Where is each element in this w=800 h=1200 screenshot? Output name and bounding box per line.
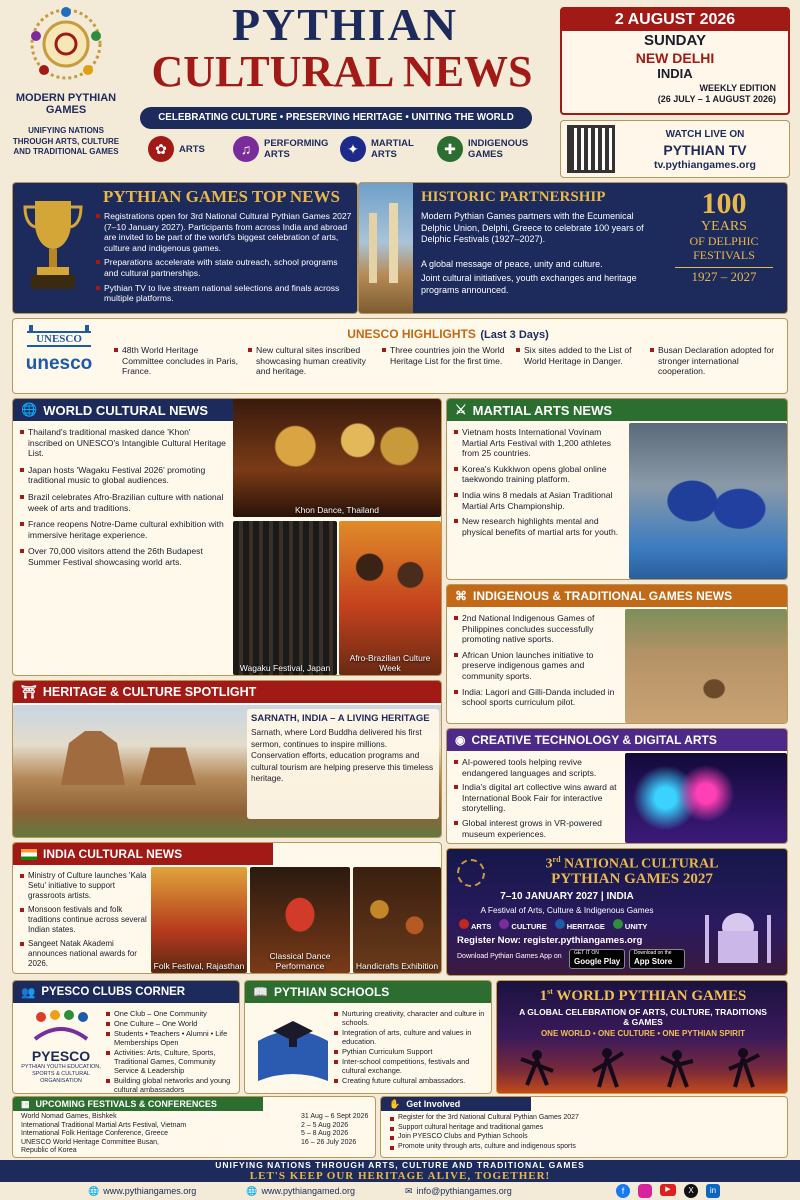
national-dates: 7–10 JANUARY 2027 | INDIA xyxy=(500,891,634,902)
chip xyxy=(555,919,605,931)
classical-dance-photo xyxy=(250,867,350,973)
wagaku-photo xyxy=(233,521,337,675)
tech-panel xyxy=(446,728,788,844)
register-link[interactable]: Register Now: register.pythiangames.org xyxy=(457,935,643,946)
trophy-icon xyxy=(23,193,83,303)
section-title: PYTHIAN SCHOOLS xyxy=(273,985,390,999)
photo-caption: Classical Dance Performance xyxy=(269,951,331,971)
category-label: MARTIAL ARTS xyxy=(371,138,414,160)
list-item: AI-powered tools helping revive endangered languages and scripts. xyxy=(453,757,623,778)
edition-box xyxy=(560,7,790,115)
section-title: Get Involved xyxy=(406,1099,461,1109)
digital-art-photo xyxy=(625,753,787,843)
chip-label: UNITY xyxy=(624,922,648,931)
event-date: 31 Aug – 6 Sept 2026 xyxy=(301,1113,369,1120)
taj-mahal-illustration xyxy=(691,897,785,973)
footer-line2: LET'S KEEP OUR HERITAGE ALIVE, TOGETHER! xyxy=(249,1170,551,1182)
people-icon: 👥 xyxy=(21,987,36,999)
schools-list xyxy=(333,1009,489,1086)
edition-date: 2 AUGUST 2026 xyxy=(562,9,788,31)
list-item: Inter-school competitions, festivals and cultural exchange. xyxy=(333,1057,489,1075)
heritage-subtitle: SARNATH, INDIA – A LIVING HERITAGE xyxy=(251,713,430,724)
lagori-photo xyxy=(625,609,787,723)
partnership-panel xyxy=(358,182,788,314)
get-involved-header xyxy=(381,1097,531,1111)
section-title: PYESCO CLUBS CORNER xyxy=(41,986,186,998)
category-arts[interactable] xyxy=(148,136,219,162)
qr-code[interactable] xyxy=(567,125,615,173)
pyesco-header xyxy=(13,981,239,1003)
delphi-temple-image xyxy=(359,183,413,314)
list-item: Pythian Curriculum Support xyxy=(333,1047,489,1056)
list-item: 2nd National Indigenous Games of Philippines concludes successfully promoting native sports. xyxy=(453,613,623,645)
website-link[interactable]: www.pythiangames.org xyxy=(103,1186,197,1196)
org-tagline: UNIFYING NATIONS THROUGH ARTS, CULTURE AND TRADITIONAL GAMES xyxy=(12,126,120,156)
list-item: Building global networks and young cultural ambassadors xyxy=(105,1076,237,1094)
list-item: Over 70,000 visitors attend the 26th Budapest Summer Festival showcasing world arts. xyxy=(19,546,227,567)
khon-dance-photo xyxy=(233,399,441,517)
ordinal: 1 xyxy=(539,988,548,1004)
heritage-panel xyxy=(12,680,442,838)
section-title: UPCOMING FESTIVALS & CONFERENCES xyxy=(35,1099,217,1109)
section-title: WORLD CULTURAL NEWS xyxy=(43,402,209,418)
badge-line: FESTIVALS xyxy=(693,248,755,262)
list-item: Korea's Kukkiwon opens global online taekwondo training platform. xyxy=(453,464,625,485)
handicrafts-photo xyxy=(353,867,441,973)
list-item: Busan Declaration adopted for stronger international cooperation. xyxy=(649,345,775,377)
category-martial-arts[interactable] xyxy=(340,136,423,162)
list-item: Students • Teachers • Alumni • Life Memberships Open xyxy=(105,1029,237,1047)
google-play-button[interactable] xyxy=(569,949,625,969)
photo-caption: Wagaku Festival, Japan xyxy=(239,663,331,673)
footer-line1: UNIFYING NATIONS THROUGH ARTS, CULTURE AND TRADITIONAL GAMES xyxy=(215,1160,585,1170)
email-link[interactable]: info@pythiangames.org xyxy=(416,1186,512,1196)
dancer-icon: ♫ xyxy=(233,136,259,162)
unesco-logo xyxy=(21,325,97,389)
youtube-icon[interactable]: ▶ xyxy=(660,1184,676,1196)
category-label: ARTS xyxy=(179,143,205,155)
sarnath-text-box xyxy=(247,709,439,819)
list-item: Nurturing creativity, character and culture in schools. xyxy=(333,1009,489,1027)
heritage-text: Sarnath, where Lord Buddha delivered his first sermon, continues to inspire millions. Conservation efforts, education programs and cultural tourism are helping preserve this timeless heritage. xyxy=(251,727,434,783)
edition-city: NEW DELHI xyxy=(635,50,715,66)
table-row xyxy=(21,1130,371,1139)
watch-channel: PYTHIAN TV xyxy=(663,142,747,158)
list-item: Registrations open for 3rd National Cultural Pythian Games 2027 (7–10 January 2027). Participants from across India and abroad are invited to be part of the world's biggest celebration of arts, culture and indigenous games. xyxy=(95,211,353,253)
chip xyxy=(499,919,546,931)
list-item: Japan hosts 'Wagaku Festival 2026' promoting traditional music to global audiences. xyxy=(19,465,227,486)
vr-icon: ◉ xyxy=(455,733,466,747)
world-games-motto: ONE WORLD • ONE CULTURE • ONE PYTHIAN SPIRIT xyxy=(540,1029,746,1038)
world-games-ad xyxy=(496,980,788,1094)
chip-row xyxy=(459,919,647,931)
partnership-p3: Joint cultural initiatives, youth exchanges and heritage programs announced. xyxy=(421,273,637,295)
india-header xyxy=(13,843,273,865)
table-row xyxy=(21,1139,371,1156)
watch-label: WATCH LIVE ON xyxy=(665,129,745,140)
list-item: New research highlights mental and physical benefits of martial arts for youth. xyxy=(453,516,625,537)
india-flag-icon xyxy=(21,849,37,860)
list-item: Ministry of Culture launches 'Kala Setu' initiative to support grassroots artists. xyxy=(19,871,149,901)
list-item: Promote unity through arts, culture and indigenous sports xyxy=(389,1143,783,1152)
national-logo xyxy=(457,859,485,887)
schools-header xyxy=(245,981,491,1003)
list-item: France reopens Notre-Dame cultural exhibition with immersive heritage experience. xyxy=(19,519,227,540)
badge-line: YEARS xyxy=(701,219,747,234)
edition-day: SUNDAY xyxy=(644,32,706,49)
globe-icon: 🌐 xyxy=(21,402,38,417)
national-tagline: A Festival of Arts, Culture & Indigenous Games xyxy=(480,905,654,915)
indigenous-list xyxy=(453,613,623,713)
section-title: CREATIVE TECHNOLOGY & DIGITAL ARTS xyxy=(471,733,717,747)
footer-contacts xyxy=(0,1182,800,1200)
section-title: INDIA CULTURAL NEWS xyxy=(43,847,183,861)
ordinal-suffix: st xyxy=(547,987,553,996)
afro-brazilian-photo xyxy=(339,521,441,675)
badge-number: 100 xyxy=(701,187,747,220)
india-panel xyxy=(12,842,442,974)
top-news-list xyxy=(95,211,353,308)
title-line2: CULTURAL NEWS xyxy=(151,47,533,96)
list-item: Preparations accelerate with state outreach, school programs and cultural partnerships. xyxy=(95,257,353,278)
list-item: Integration of arts, culture and values in education. xyxy=(333,1028,489,1046)
get-involved-list xyxy=(389,1114,783,1152)
list-item: Sangeet Natak Akademi announces national awards for 2026. xyxy=(19,939,149,969)
list-item: African Union launches initiative to preserve indigenous games and community sports. xyxy=(453,650,623,682)
photo-caption: Afro-Brazilian Culture Week xyxy=(349,653,431,673)
list-item: One Culture – One World xyxy=(105,1019,237,1028)
chip-label: HERITAGE xyxy=(566,922,605,931)
photo-caption: Handicrafts Exhibition xyxy=(355,961,439,971)
centenary-badge xyxy=(665,189,783,309)
upcoming-header xyxy=(13,1097,263,1111)
martial-arts-header xyxy=(447,399,787,421)
world-news-list xyxy=(19,427,227,574)
national-title: NATIONAL CULTURAL xyxy=(564,856,719,872)
footer-banner xyxy=(0,1160,800,1182)
badge-line: OF DELPHIC xyxy=(689,234,759,248)
store-big: Google Play xyxy=(574,957,621,966)
heritage-header xyxy=(13,681,441,703)
partnership-title: HISTORIC PARTNERSHIP xyxy=(421,189,606,205)
unesco-subtitle: (Last 3 Days) xyxy=(480,329,549,341)
schools-panel xyxy=(244,980,492,1094)
national-title-b: PYTHIAN GAMES 2027 xyxy=(551,871,713,887)
list-item: Activities: Arts, Culture, Sports, Traditional Games, Community Service & Leadership xyxy=(105,1048,237,1075)
vovinam-photo xyxy=(629,423,787,579)
photo-caption: Khon Dance, Thailand xyxy=(295,505,379,515)
stones-icon: ⌘ xyxy=(455,589,467,603)
linkedin-icon[interactable]: in xyxy=(706,1184,720,1198)
get-involved-panel xyxy=(380,1096,788,1158)
list-item: Register for the 3rd National Cultural Pythian Games 2027 xyxy=(389,1114,783,1123)
org-name: MODERN PYTHIAN GAMES xyxy=(15,92,117,116)
unesco-title-row xyxy=(113,325,783,343)
unesco-logo-top: UNESCO xyxy=(27,331,91,347)
national-games-ad xyxy=(446,848,788,976)
world-games-sub: A GLOBAL CELEBRATION OF ARTS, CULTURE, TRADITIONS & GAMES xyxy=(519,1007,767,1027)
download-label: Download Pythian Games App on xyxy=(457,953,562,960)
globe-icon: 🌐 xyxy=(88,1185,100,1196)
ordinal: 3 xyxy=(545,856,553,872)
indigenous-panel xyxy=(446,584,788,724)
list-item: Thailand's traditional masked dance 'Khon' inscribed on UNESCO's Intangible Cultural Heritage List. xyxy=(19,427,227,459)
instagram-icon[interactable] xyxy=(638,1184,652,1198)
unesco-logo-bottom: unesco xyxy=(25,353,93,374)
list-item: India: Lagori and Gilli-Danda included in school sports curriculum pilot. xyxy=(453,687,623,708)
title-line1: PYTHIAN xyxy=(231,0,459,50)
pyesco-logo xyxy=(19,1009,103,1085)
palette-icon: ✿ xyxy=(148,136,174,162)
list-item: India's digital art collective wins award at International Book Fair for interactive storytelling. xyxy=(453,782,623,814)
chip-label: CULTURE xyxy=(511,922,547,931)
watch-url[interactable]: tv.pythiangames.org xyxy=(654,159,756,171)
calendar-icon: ▦ xyxy=(21,1098,30,1109)
category-indigenous-games[interactable] xyxy=(437,136,538,162)
unesco-title: UNESCO HIGHLIGHTS xyxy=(347,327,476,341)
event-date: 16 – 26 July 2026 xyxy=(301,1138,357,1146)
chip xyxy=(613,919,648,931)
category-performing-arts[interactable] xyxy=(233,136,329,162)
pyesco-logo-text: PYESCO xyxy=(31,1048,91,1064)
event-date: 5 – 8 Aug 2026 xyxy=(301,1130,349,1137)
list-item: Monsoon festivals and folk traditions continue across several Indian states. xyxy=(19,905,149,935)
pyesco-panel xyxy=(12,980,240,1094)
martial-arts-panel xyxy=(446,398,788,580)
unesco-panel xyxy=(12,318,788,394)
tagline-banner: CELEBRATING CULTURE • PRESERVING HERITAGE • UNITING THE WORLD xyxy=(140,107,532,129)
top-news-title: PYTHIAN GAMES TOP NEWS xyxy=(103,187,340,206)
facebook-icon[interactable]: f xyxy=(616,1184,630,1198)
partnership-p2: A global message of peace, unity and culture. xyxy=(421,259,603,269)
mail-icon: ✉ xyxy=(405,1185,413,1196)
edition-range: (26 JULY – 1 AUGUST 2026) xyxy=(657,94,776,104)
kick-icon: ✦ xyxy=(340,136,366,162)
list-item: Creating future cultural ambassadors. xyxy=(333,1076,489,1085)
list-item: Brazil celebrates Afro-Brazilian culture with national week of arts and traditions. xyxy=(19,492,227,513)
world-games-name: WORLD PYTHIAN GAMES xyxy=(556,988,747,1004)
list-item: New cultural sites inscribed showcasing human creativity and heritage. xyxy=(247,345,373,377)
store-small: GET IT ON xyxy=(574,950,599,956)
running-figure-icon: ✚ xyxy=(437,136,463,162)
watch-box xyxy=(560,120,790,178)
globe-icon: 🌐 xyxy=(246,1185,258,1196)
indigenous-header xyxy=(447,585,787,607)
unesco-list xyxy=(113,345,783,381)
folk-festival-photo xyxy=(151,867,247,973)
ordinal-suffix: rd xyxy=(552,855,561,864)
tech-header xyxy=(447,729,787,751)
list-item: One Club – One Community xyxy=(105,1009,237,1018)
edition-country: INDIA xyxy=(657,66,693,81)
list-item: Vietnam hosts International Vovinam Martial Arts Festival with 1,200 athletes from 25 countries. xyxy=(453,427,625,459)
store-small: Download on the xyxy=(634,950,672,956)
martial-icon: ⚔ xyxy=(455,402,467,417)
list-item: Six sites added to the List of World Heritage in Danger. xyxy=(515,345,641,377)
store-big: App Store xyxy=(634,957,673,966)
partnership-p1: Modern Pythian Games partners with the Ecumenical Delphic Union, Delphi, Greece to celebrate 100 years of Delphic Festivals (1927–2027). xyxy=(421,211,644,245)
table-row xyxy=(21,1122,371,1131)
event-date: 2 – 5 Aug 2026 xyxy=(301,1121,349,1129)
event-name: World Nomad Games, Bishkek xyxy=(21,1113,117,1120)
photo-caption: Folk Festival, Rajasthan xyxy=(153,961,245,971)
list-item: 48th World Heritage Committee concludes in Paris, France. xyxy=(113,345,239,377)
world-games-title xyxy=(497,987,788,1005)
event-name: UNESCO World Heritage Committee Busan, Republic of Korea xyxy=(21,1138,159,1154)
chip-label: ARTS xyxy=(471,922,492,931)
tech-list xyxy=(453,757,623,843)
app-store-button[interactable] xyxy=(629,949,685,969)
section-title: HERITAGE & CULTURE SPOTLIGHT xyxy=(42,685,257,699)
list-item: Global interest grows in VR-powered museum experiences. xyxy=(453,818,623,839)
masthead xyxy=(0,0,800,180)
edition-label: WEEKLY EDITION xyxy=(699,83,776,93)
india-list xyxy=(19,871,149,973)
category-label: PERFORMING ARTS xyxy=(264,138,329,160)
pyesco-list xyxy=(105,1009,237,1094)
section-title: MARTIAL ARTS NEWS xyxy=(472,402,613,418)
world-news-header xyxy=(13,399,235,421)
list-item: Three countries join the World Heritage List for the first time. xyxy=(381,345,507,377)
event-name: International Traditional Martial Arts Festival, Vietnam xyxy=(21,1121,187,1129)
top-news-panel xyxy=(12,182,358,314)
temple-icon: ⛩ xyxy=(21,684,37,699)
badge-years: 1927 – 2027 xyxy=(691,269,757,284)
handshake-icon: ✋ xyxy=(389,1098,401,1109)
list-item: Pythian TV to live stream national selections and finals across multiple platforms. xyxy=(95,283,353,304)
x-icon[interactable]: X xyxy=(684,1184,698,1198)
list-item: India wins 8 medals at Asian Traditional Martial Arts Championship. xyxy=(453,490,625,511)
table-row xyxy=(21,1113,371,1122)
section-title: INDIGENOUS & TRADITIONAL GAMES NEWS xyxy=(473,589,733,603)
website-link[interactable]: www.pythiangamed.org xyxy=(261,1186,356,1196)
world-news-panel xyxy=(12,398,442,676)
category-label: INDIGENOUS GAMES xyxy=(468,138,529,160)
list-item: Support cultural heritage and traditional games xyxy=(389,1124,783,1133)
event-name: International Folk Heritage Conference, Greece xyxy=(21,1130,169,1137)
book-icon: 📖 xyxy=(253,985,268,999)
pyesco-logo-sub: PYTHIAN YOUTH EDUCATION, SPORTS & CULTURAL ORGANISATION xyxy=(21,1064,101,1084)
graduation-cap-icon xyxy=(253,1011,333,1089)
martial-arts-list xyxy=(453,427,625,542)
category-row xyxy=(148,136,528,162)
national-title-a xyxy=(487,855,777,873)
chip xyxy=(459,919,491,931)
list-item: Join PYESCO Clubs and Pythian Schools xyxy=(389,1133,783,1142)
upcoming-panel xyxy=(12,1096,376,1158)
org-logo xyxy=(28,6,104,82)
upcoming-table xyxy=(21,1113,371,1156)
dancers-silhouettes xyxy=(507,1041,779,1093)
